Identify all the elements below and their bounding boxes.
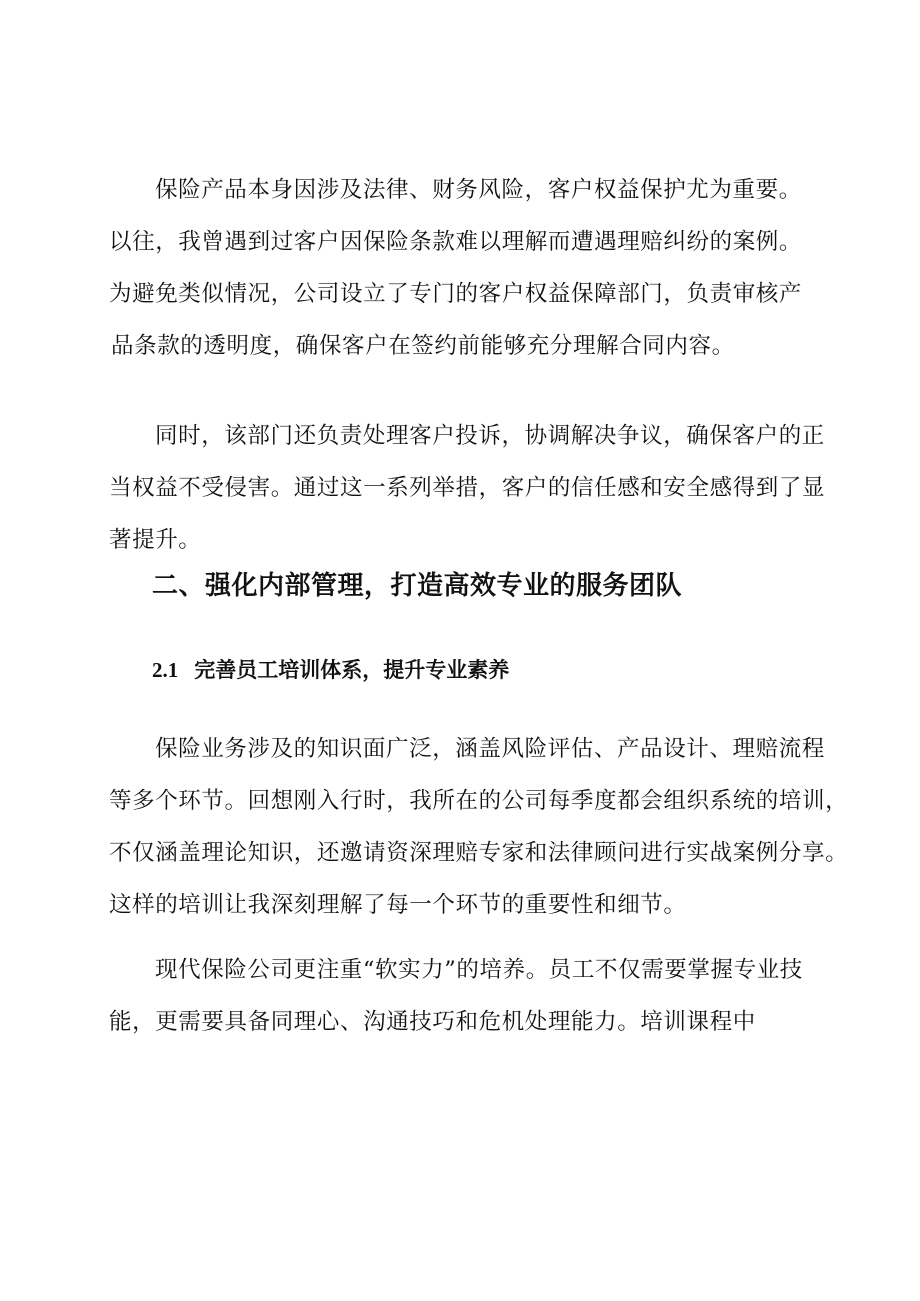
subsection-title: 完善员工培训体系，提升专业素养 xyxy=(194,658,510,682)
paragraph-line: 著提升。 xyxy=(109,527,202,553)
paragraph-line: 当权益不受侵害。通过这一系列举措，客户的信任感和安全感得到了显 xyxy=(109,475,826,501)
paragraph-line: 以往，我曾遇到过客户因保险条款难以理解而遭遇理赔纠纷的案例。 xyxy=(109,229,803,255)
paragraph-soft-skills xyxy=(109,944,829,1048)
paragraph-line: 这样的培训让我深刻理解了每一个环节的重要性和细节。 xyxy=(109,892,687,918)
paragraph-line: 不仅涵盖理论知识，还邀请资深理赔专家和法律顾问进行实战案例分享。 xyxy=(109,840,849,866)
paragraph-complaint-handling xyxy=(109,410,829,566)
paragraph-line: 能，更需要具备同理心、沟通技巧和危机处理能力。培训课程中 xyxy=(109,1009,756,1035)
paragraph-line: 现代保险公司更注重“软实力”的培养。员工不仅需要掌握专业技 xyxy=(155,957,803,983)
paragraph-line: 保险产品本身因涉及法律、财务风险，客户权益保护尤为重要。 xyxy=(155,177,802,203)
paragraph-customer-rights xyxy=(109,164,829,372)
paragraph-line: 品条款的透明度，确保客户在签约前能够充分理解合同内容。 xyxy=(111,333,735,359)
paragraph-line: 等多个环节。回想刚入行时，我所在的公司每季度都会组织系统的培训， xyxy=(109,788,849,814)
paragraph-training xyxy=(109,723,849,931)
subsection-heading xyxy=(152,650,509,690)
section-heading: 二、强化内部管理，打造高效专业的服务团队 xyxy=(152,571,683,601)
paragraph-line: 保险业务涉及的知识面广泛，涵盖风险评估、产品设计、理赔流程 xyxy=(155,736,825,762)
paragraph-line: 同时，该部门还负责处理客户投诉，协调解决争议，确保客户的正 xyxy=(155,423,825,449)
paragraph-line: 为避免类似情况，公司设立了专门的客户权益保障部门，负责审核产 xyxy=(109,281,803,307)
subsection-number: 2.1 xyxy=(152,658,179,682)
